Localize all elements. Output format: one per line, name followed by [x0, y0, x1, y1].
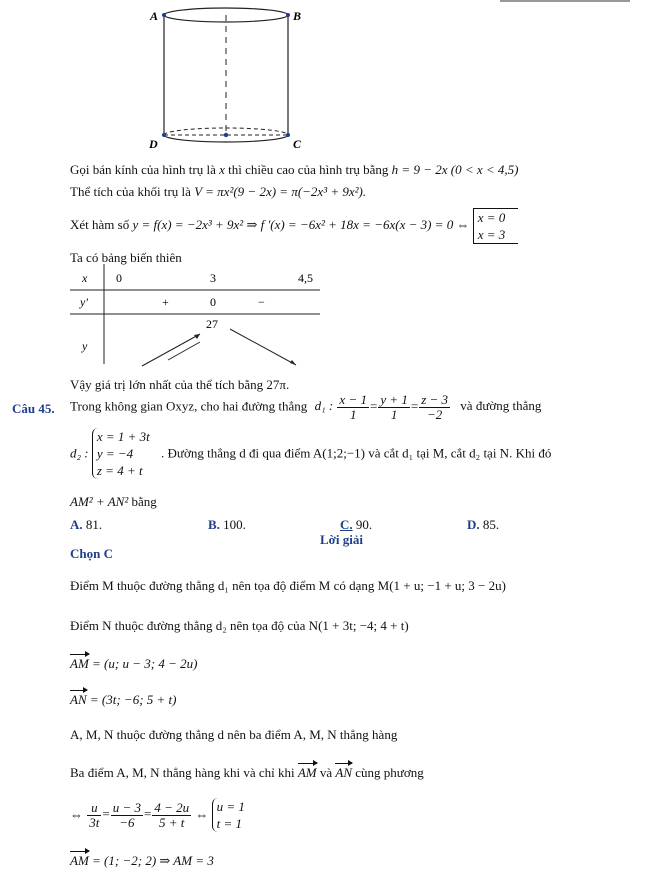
variation-table	[70, 264, 322, 386]
option-a[interactable]: A. 81.	[70, 517, 103, 532]
table-intro: Ta có bảng biến thiên	[70, 250, 182, 265]
label-a: A	[150, 9, 159, 23]
x-val-3: 3	[210, 271, 216, 285]
solution-s6: Ba điểm A, M, N thẳng hàng khi và chỉ khi AM và AN cùng phương	[70, 765, 424, 780]
solution-line-1: Gọi bán kính của hình trụ là x thì chiều cao của hình trụ bằng h = 9 − 2x (0 < x < 4,5)	[70, 162, 519, 177]
solution-line-2: Thể tích của khối trụ là V = πx²(9 − 2x) = π(−2x³ + 9x²).	[70, 184, 367, 199]
x-val-0: 0	[116, 271, 122, 285]
solution-s3: AM = (u; u − 3; 4 − 2u)	[70, 656, 198, 671]
option-d[interactable]: D. 85.	[467, 517, 500, 532]
solution-s4: AN = (3t; −6; 5 + t)	[70, 692, 177, 707]
question-line-1: Trong không gian Oxyz, cho hai đường thẳng d₁ : $\frac{x - 1}{1}$ = $\frac{y + 1}{1}$ = $\frac{z - 3}{-2}$ và đường thẳng	[70, 392, 542, 422]
row-y: y	[82, 339, 88, 353]
row-yprime: y'	[80, 295, 88, 309]
label-c: C	[293, 137, 302, 151]
case-bracket: x = 0 x = 3	[473, 208, 518, 244]
solution-s8: AM = (1; −2; 2) ⇒ AM = 3	[70, 853, 214, 868]
question-line-2: d₂ : x = 1 + 3t y = −4 z = 4 + t . Đường thẳng d đi qua điểm A(1;2;−1) và cắt d₁ tại M, cắt d₂ tại N. Khi đó	[70, 429, 552, 478]
solution-line-3: Xét hàm số y = f(x) = −2x³ + 9x² ⇒ f '(x) = −6x² + 18x = −6x(x − 3) = 0 ⇔ x = 0 x = 3	[70, 208, 518, 244]
loi-giai-heading: Lời giải	[320, 532, 363, 547]
sign-plus: +	[162, 295, 169, 309]
max-value: 27	[206, 317, 218, 331]
label-b: B	[293, 9, 302, 23]
option-b[interactable]: B. 100.	[208, 517, 246, 532]
solution-s5: A, M, N thuộc đường thẳng d nên ba điểm A, M, N thẳng hàng	[70, 727, 398, 742]
question-line-3: AM² + AN² bằng	[70, 494, 157, 509]
sign-minus: −	[258, 295, 265, 309]
option-c[interactable]: C. 90.	[340, 517, 373, 532]
row-x: x	[82, 271, 88, 285]
cylinder-figure	[70, 0, 302, 155]
question-number: Câu 45.	[12, 401, 55, 416]
conclusion: Vậy giá trị lớn nhất của thể tích bằng 27π.	[70, 377, 290, 392]
sign-zero: 0	[210, 295, 216, 309]
solution-s1: Điểm M thuộc đường thẳng d₁ nên tọa độ điểm M có dạng M(1 + u; −1 + u; 3 − 2u)	[70, 578, 506, 593]
chon-answer: Chọn C	[70, 546, 113, 561]
solution-s7: ⇔ $\frac{u}{3t}$ = $\frac{u - 3}{-6}$ = $\frac{4 - 2u}{5 + t}$ ⇔ u = 1 t = 1	[70, 799, 245, 831]
label-d: D	[149, 137, 158, 151]
x-val-45: 4,5	[298, 271, 313, 285]
solution-s2: Điểm N thuộc đường thẳng d₂ nên tọa độ của N(1 + 3t; −4; 4 + t)	[70, 618, 409, 633]
